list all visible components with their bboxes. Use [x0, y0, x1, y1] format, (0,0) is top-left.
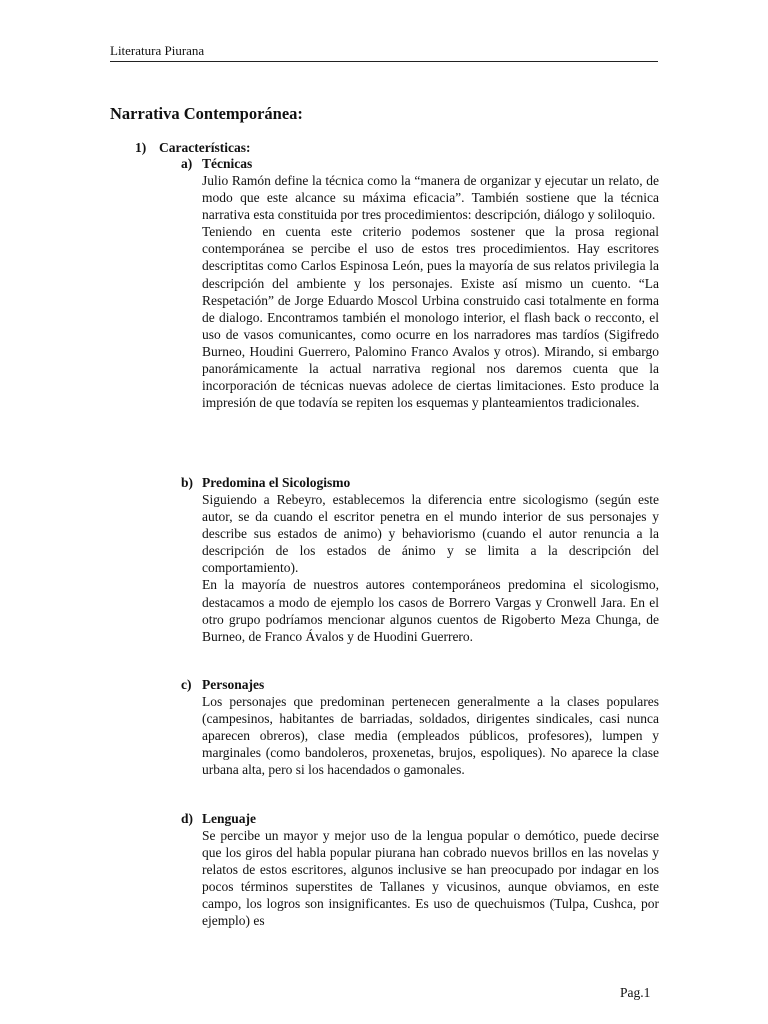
- page-title: Narrativa Contemporánea:: [110, 104, 303, 123]
- page-number: Pag.1: [620, 985, 651, 1000]
- subsection-personajes: [181, 677, 659, 778]
- subsection-title: Personajes: [202, 677, 265, 692]
- paragraph: En la mayoría de nuestros autores contemporáneos predomina el sicologismo, destacamos a modo de ejemplo los casos de Borrero Vargas y Cronwell Jara. En el otro grupo podríamos mencionar algunos cuentos de Rigoberto Meza Chunga, de Burneo, de Franco Ávalos y de Huodini Guerrero.: [202, 577, 659, 644]
- subsection-title: Predomina el Sicologismo: [202, 475, 351, 490]
- paragraph: Teniendo en cuenta este criterio podemos sostener que la prosa regional contemporánea se percibe el uso de estos tres procedimientos. Hay escritores descriptitas como Carlos Espinosa León, pues la mayoría de sus relatos privilegia la descripción del ambiente y los personajes. Existe así mismo un cuento. “La Respetación” de Jorge Eduardo Moscol Urbina construido casi totalmente en forma de dialogo. Encontramos también el monologo interior, el flash back o recconto, el uso de vasos comunicantes, como ocurre en los narradores mas tardíos (Sigifredo Burneo, Houdini Guerrero, Palomino Franco Avalos y otros). Mirando, si embargo panorámicamente la actual narrativa regional nos daremos cuenta que la incorporación de técnicas nuevas adolece de ciertas limitaciones. Esto produce la impresión de que todavía se repiten los esquemas y planteamientos tradicionales.: [202, 224, 659, 411]
- subsection-body: [202, 827, 659, 930]
- section-heading: [135, 140, 250, 156]
- header-rule: [110, 61, 658, 62]
- subsection-letter: c): [181, 677, 192, 692]
- subsection-heading: [181, 677, 659, 693]
- subsection-sicologismo: [181, 475, 659, 645]
- subsection-letter: a): [181, 156, 193, 171]
- subsection-body: [202, 172, 659, 411]
- subsection-letter: d): [181, 811, 194, 826]
- subsection-title: Técnicas: [202, 156, 253, 171]
- section-number: 1): [135, 140, 147, 155]
- subsection-heading: [181, 811, 659, 827]
- subsection-body: [202, 491, 659, 645]
- paragraph: Julio Ramón define la técnica como la “manera de organizar y ejecutar un relato, de modo que este alcance su máxima eficacia”. También sostiene que la técnica narrativa esta constituida por tres procedimientos: descripción, diálogo y soliloquio.: [202, 173, 659, 223]
- running-header: Literatura Piurana: [110, 43, 205, 58]
- subsection-heading: [181, 156, 659, 172]
- subsection-heading: [181, 475, 659, 491]
- section-label: Características:: [159, 140, 251, 155]
- paragraph: Siguiendo a Rebeyro, establecemos la diferencia entre sicologismo (según este autor, se da cuando el escritor penetra en el mundo interior de sus personajes y describe sus estados de animo) y behaviorismo (cuando el autor renuncia a la descripción de los estados de ánimo y se limita a la descripción del comportamiento).: [202, 492, 659, 576]
- subsection-lenguaje: [181, 811, 659, 930]
- subsection-body: [202, 693, 659, 778]
- paragraph: Los personajes que predominan pertenecen generalmente a la clases populares (campesinos, habitantes de barriadas, soldados, dirigentes sindicales, casi nunca aparecen obreros), clase media (empleados públicos, profesores), lumpen y marginales (como bandoleros, proxenetas, brujos, espoliques). No aparece la clase urbana alta, pero si los hacendados o gamonales.: [202, 694, 659, 778]
- subsection-letter: b): [181, 475, 194, 490]
- paragraph: Se percibe un mayor y mejor uso de la lengua popular o demótico, puede decirse que los giros del habla popular piurana han cobrado nuevos brillos en las novelas y relatos de estos escritores, algunos inclusive se han preocupado por indagar en los pocos términos superstites de Tallanes y vicusinos, aunque obviamos, en este campo, los logros son insignificantes. Es uso de quechuismos (Tulpa, Cushca, por ejemplo) es: [202, 828, 659, 929]
- subsection-tecnicas: [181, 156, 659, 411]
- subsection-title: Lenguaje: [202, 811, 256, 826]
